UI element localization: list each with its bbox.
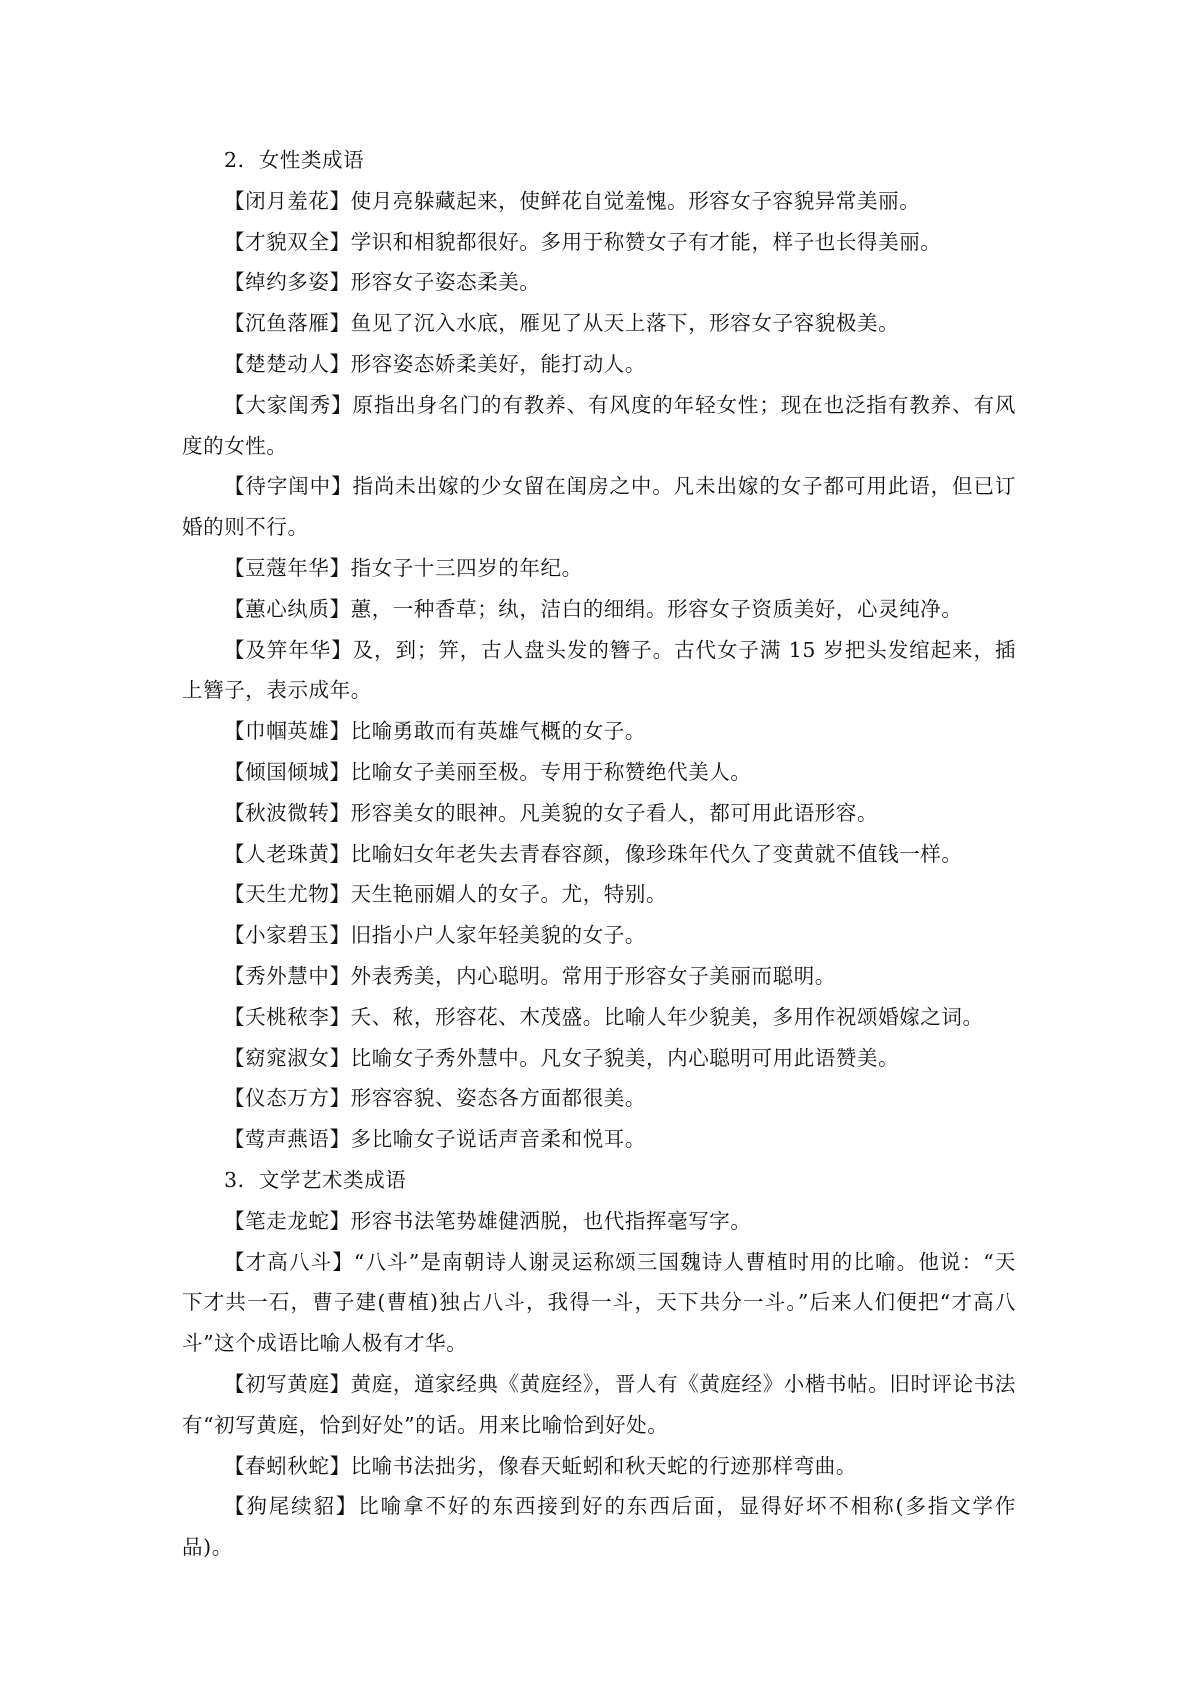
idiom-entry — [182, 1242, 1016, 1364]
idiom-term: 【仪态万方】 — [224, 1086, 351, 1111]
idiom-entry — [182, 1119, 1016, 1160]
idiom-term: 【绰约多姿】 — [224, 270, 351, 295]
idiom-term: 【才貌双全】 — [224, 229, 351, 254]
idiom-definition: 指尚未出嫁的少女留在闺房之中。凡未出嫁的女子都可用此语，但已订婚的则不行。 — [182, 474, 1016, 540]
idiom-term: 【秀外慧中】 — [224, 963, 351, 988]
idiom-entry — [182, 1364, 1016, 1446]
idiom-definition: 指女子十三四岁的年纪。 — [350, 555, 583, 580]
idiom-definition: 原指出身名门的有教养、有风度的年轻女性；现在也泛指有教养、有风度的女性。 — [182, 392, 1016, 458]
idiom-entry — [182, 1486, 1016, 1568]
idiom-term: 【窈窕淑女】 — [224, 1045, 351, 1070]
idiom-term: 【夭桃秾李】 — [224, 1004, 351, 1029]
idiom-entry — [182, 548, 1016, 589]
idiom-entry — [182, 181, 1016, 222]
idiom-term: 【初写黄庭】 — [224, 1371, 351, 1396]
idiom-entry — [182, 303, 1016, 344]
idiom-definition: 外表秀美，内心聪明。常用于形容女子美丽而聪明。 — [350, 963, 836, 988]
idiom-entry — [182, 385, 1016, 467]
idiom-definition: 使月亮躲藏起来，使鲜花自觉羞愧。形容女子容貌异常美丽。 — [350, 188, 921, 213]
idiom-term: 【待字闺中】 — [224, 474, 353, 499]
idiom-entry — [182, 956, 1016, 997]
idiom-term: 【闭月羞花】 — [224, 188, 351, 213]
idiom-entry — [182, 874, 1016, 915]
idiom-term: 【莺声燕语】 — [224, 1127, 351, 1152]
idiom-definition: 旧指小户人家年轻美貌的女子。 — [350, 923, 647, 948]
idiom-definition: 天生艳丽媚人的女子。尤，特别。 — [350, 882, 668, 907]
idiom-definition: 鱼见了沉入水底，雁见了从天上落下，形容女子容貌极美。 — [350, 311, 900, 336]
idiom-entry — [182, 915, 1016, 956]
idiom-term: 【蕙心纨质】 — [224, 596, 351, 621]
idiom-definition: 蕙，一种香草；纨，洁白的细绢。形容女子资质美好，心灵纯净。 — [350, 596, 963, 621]
document-page — [182, 140, 1016, 1568]
idiom-entry — [182, 262, 1016, 303]
idiom-term: 【豆蔻年华】 — [224, 555, 351, 580]
section-heading: 2．女性类成语 — [224, 148, 365, 172]
idiom-entry — [182, 630, 1016, 712]
idiom-entry — [182, 1038, 1016, 1079]
idiom-entry — [182, 1446, 1016, 1487]
idiom-entry — [182, 997, 1016, 1038]
idiom-term: 【才高八斗】 — [224, 1249, 354, 1274]
idiom-term: 【秋波微转】 — [224, 800, 351, 825]
idiom-term: 【笔走龙蛇】 — [224, 1208, 351, 1233]
idiom-entry — [182, 466, 1016, 548]
idiom-definition: 比喻女子美丽至极。专用于称赞绝代美人。 — [350, 759, 752, 784]
idiom-definition: 及，到；笄，古人盘头发的簪子。古代女子满 15 岁把头发绾起来，插上簪子，表示成年。 — [182, 637, 1016, 703]
idiom-entry — [182, 1078, 1016, 1119]
section-heading: 3．文学艺术类成语 — [224, 1167, 407, 1192]
idiom-entry — [182, 589, 1016, 630]
idiom-term: 【巾帼英雄】 — [224, 719, 351, 744]
idiom-definition: 形容书法笔势雄健洒脱，也代指挥毫写字。 — [350, 1208, 752, 1233]
idiom-entry — [182, 711, 1016, 752]
idiom-term: 【楚楚动人】 — [224, 351, 351, 376]
idiom-definition: 比喻勇敢而有英雄气概的女子。 — [350, 719, 647, 744]
idiom-definition: 多比喻女子说话声音柔和悦耳。 — [350, 1127, 647, 1152]
idiom-entry — [182, 752, 1016, 793]
idiom-definition: 形容女子姿态柔美。 — [350, 270, 541, 295]
idiom-entry — [182, 222, 1016, 263]
idiom-definition: 学识和相貌都很好。多用于称赞女子有才能，样子也长得美丽。 — [350, 229, 942, 254]
idiom-entry — [182, 344, 1016, 385]
idiom-definition: 形容容貌、姿态各方面都很美。 — [350, 1086, 647, 1111]
idiom-term: 【沉鱼落雁】 — [224, 311, 351, 336]
idiom-definition: 比喻女子秀外慧中。凡女子貌美，内心聪明可用此语赞美。 — [350, 1045, 900, 1070]
idiom-definition: 比喻妇女年老失去青春容颜，像珍珠年代久了变黄就不值钱一样。 — [350, 841, 963, 866]
idiom-term: 【天生尤物】 — [224, 882, 351, 907]
idiom-definition: 比喻书法拙劣，像春天蚯蚓和秋天蛇的行迹那样弯曲。 — [350, 1453, 858, 1478]
idiom-term: 【春蚓秋蛇】 — [224, 1453, 351, 1478]
idiom-definition: 黄庭，道家经典《黄庭经》，晋人有《黄庭经》小楷书帖。旧时评论书法有“初写黄庭，恰到好处”的话。用来比喻恰到好处。 — [182, 1371, 1016, 1437]
idiom-definition: 比喻拿不好的东西接到好的东西后面，显得好坏不相称(多指文学作品)。 — [182, 1494, 1016, 1560]
idiom-term: 【人老珠黄】 — [224, 841, 351, 866]
idiom-definition: 夭、秾，形容花、木茂盛。比喻人年少貌美，多用作祝颂婚嫁之词。 — [350, 1004, 984, 1029]
idiom-entry — [182, 793, 1016, 834]
idiom-term: 【及笄年华】 — [224, 637, 353, 662]
idiom-entry — [182, 1201, 1016, 1242]
idiom-term: 【大家闺秀】 — [224, 392, 353, 417]
idiom-definition: 形容美女的眼神。凡美貌的女子看人，都可用此语形容。 — [350, 800, 879, 825]
idiom-term: 【狗尾续貂】 — [224, 1494, 359, 1519]
idiom-term: 【倾国倾城】 — [224, 759, 351, 784]
idiom-term: 【小家碧玉】 — [224, 923, 351, 948]
idiom-entry — [182, 834, 1016, 875]
idiom-definition: “八斗”是南朝诗人谢灵运称颂三国魏诗人曹植时用的比喻。他说：“天下才共一石，曹子建(曹植)独占八斗，我得一斗，天下共分一斗。”后来人们便把“才高八斗”这个成语比喻人极有才华。 — [182, 1249, 1016, 1356]
idiom-definition: 形容姿态娇柔美好，能打动人。 — [350, 351, 647, 376]
